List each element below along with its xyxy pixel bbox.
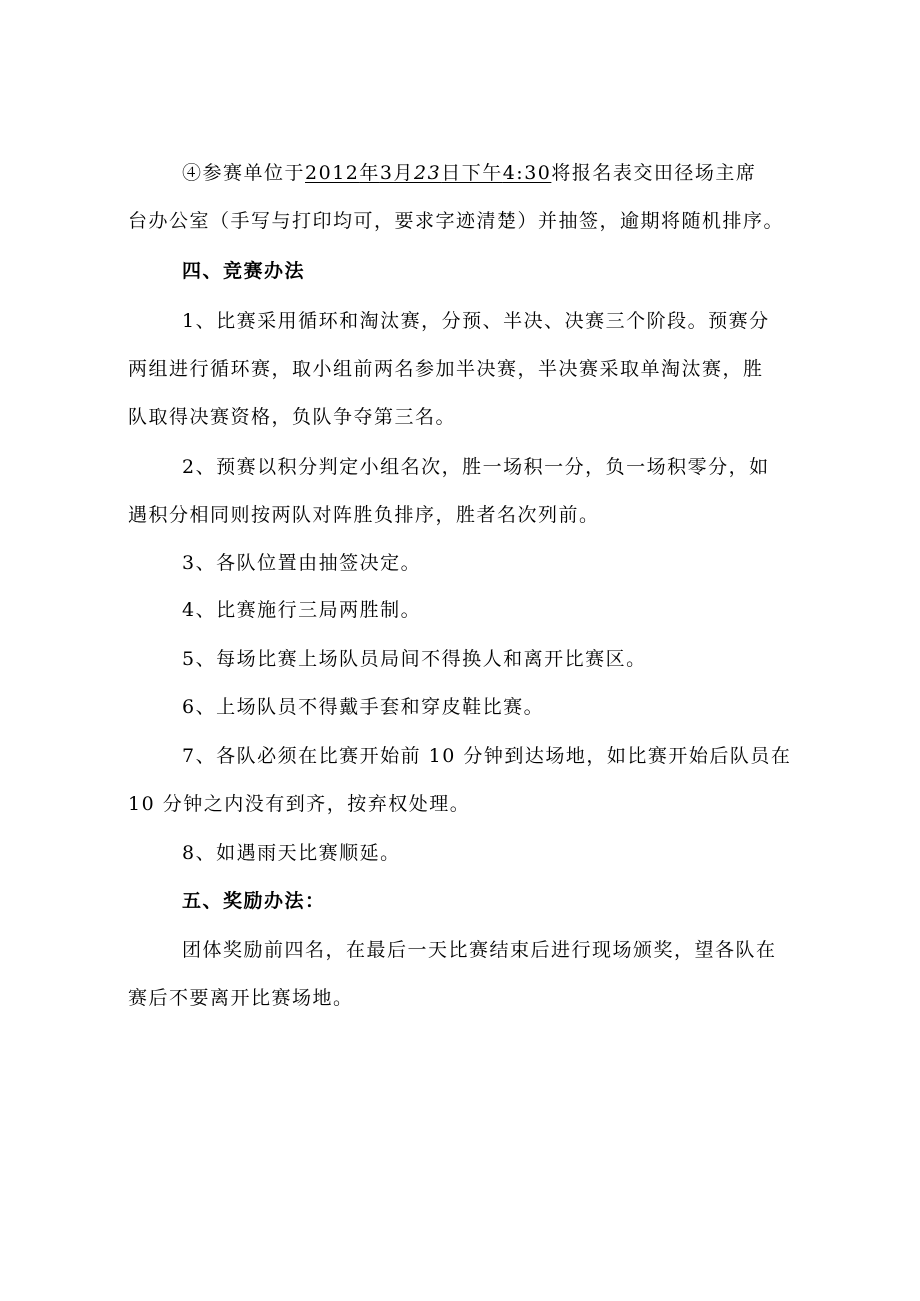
rule-1-line-1: 1、比赛采用循环和淘汰赛，分预、半决、决赛三个阶段。预赛分 <box>182 310 770 332</box>
deadline-month: 3 <box>379 162 394 184</box>
rule-8: 8、如遇雨天比赛顺延。 <box>182 842 401 864</box>
reward-text-line-2: 赛后不要离开比赛场地。 <box>128 987 354 1009</box>
deadline-time: 4:30 <box>502 162 552 184</box>
registration-deadline <box>305 162 551 184</box>
deadline-month-unit: 月 <box>393 162 414 184</box>
rule-7-line-2: 10 分钟之内没有到齐，按弃权处理。 <box>128 793 471 815</box>
reward-text-line-1: 团体奖励前四名，在最后一天比赛结束后进行现场颁奖，望各队在 <box>182 939 777 961</box>
deadline-year: 2012 <box>305 162 360 184</box>
rule-4: 4、比赛施行三局两胜制。 <box>182 599 422 621</box>
registration-item-4-line-1 <box>182 160 756 186</box>
section-four-heading: 四、竞赛办法 <box>182 260 306 282</box>
rule-1-line-2: 两组进行循环赛，取小组前两名参加半决赛，半决赛采取单淘汰赛，胜 <box>128 358 764 380</box>
registration-prefix: ④参赛单位于 <box>182 162 306 184</box>
rule-5: 5、每场比赛上场队员局间不得换人和离开比赛区。 <box>182 648 647 670</box>
registration-suffix: 将报名表交田径场主席 <box>551 162 757 184</box>
deadline-day: 23 <box>414 162 442 184</box>
rule-7-line-1: 7、各队必须在比赛开始前 10 分钟到达场地，如比赛开始后队员在 <box>182 745 792 767</box>
section-five-heading: 五、奖励办法： <box>182 890 326 912</box>
rule-1-line-3: 队取得决赛资格，负队争夺第三名。 <box>128 406 457 428</box>
rule-2-line-2: 遇积分相同则按两队对阵胜负排序，胜者名次列前。 <box>128 504 600 526</box>
rule-6: 6、上场队员不得戴手套和穿皮鞋比赛。 <box>182 696 545 718</box>
deadline-day-unit: 日下午 <box>441 162 503 184</box>
rule-3: 3、各队位置由抽签决定。 <box>182 552 422 574</box>
deadline-year-unit: 年 <box>359 162 380 184</box>
rule-2-line-1: 2、预赛以积分判定小组名次，胜一场积一分，负一场积零分，如 <box>182 456 770 478</box>
registration-item-4-line-2: 台办公室（手写与打印均可，要求字迹清楚）并抽签，逾期将随机排序。 <box>128 210 785 232</box>
